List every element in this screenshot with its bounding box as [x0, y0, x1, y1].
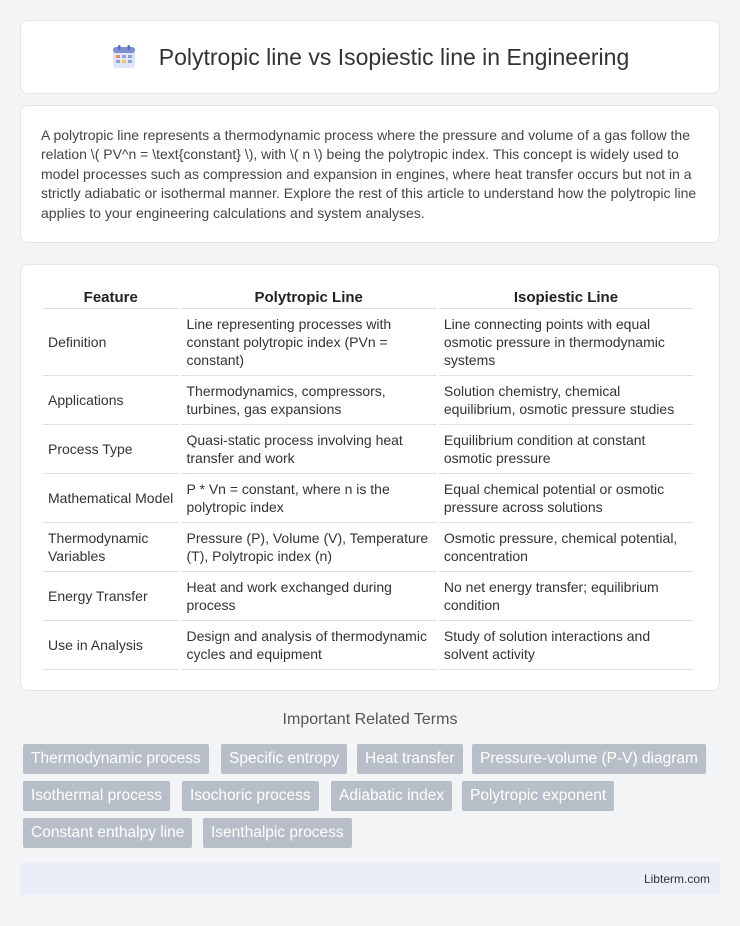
- table-cell: Equilibrium condition at constant osmotic pressure: [439, 425, 693, 474]
- header-card: [20, 20, 720, 94]
- table-row: [43, 376, 693, 425]
- table-row: [43, 309, 693, 376]
- table-cell: Design and analysis of thermodynamic cycles and equipment: [182, 621, 436, 670]
- intro-card: [20, 105, 720, 243]
- tag-heat-transfer[interactable]: Heat transfer: [357, 744, 463, 774]
- table-cell: Line representing processes with constant polytropic index (PVn = constant): [182, 309, 436, 376]
- table-header-polytropic: Polytropic Line: [182, 287, 436, 309]
- table-row: [43, 572, 693, 621]
- calendar-grid-icon: [111, 44, 137, 70]
- table-cell: Mathematical Model: [43, 474, 179, 523]
- table-cell: Pressure (P), Volume (V), Temperature (T), Polytropic index (n): [182, 523, 436, 572]
- table-row: [43, 474, 693, 523]
- table-cell: Solution chemistry, chemical equilibrium, osmotic pressure studies: [439, 376, 693, 425]
- table-row: [43, 523, 693, 572]
- tag-isochoric-process[interactable]: Isochoric process: [182, 781, 319, 811]
- table-row: [43, 621, 693, 670]
- footer: [20, 863, 720, 895]
- tag-thermodynamic-process[interactable]: Thermodynamic process: [23, 744, 209, 774]
- tag-isothermal-process[interactable]: Isothermal process: [23, 781, 170, 811]
- table-cell: Osmotic pressure, chemical potential, concentration: [439, 523, 693, 572]
- tag-pressure-volume-diagram[interactable]: Pressure-volume (P-V) diagram: [472, 744, 706, 774]
- table-cell: Study of solution interactions and solvent activity: [439, 621, 693, 670]
- table-cell: Heat and work exchanged during process: [182, 572, 436, 621]
- table-cell: Energy Transfer: [43, 572, 179, 621]
- table-header-isopiestic: Isopiestic Line: [439, 287, 693, 309]
- table-cell: Definition: [43, 309, 179, 376]
- related-terms-title: Important Related Terms: [282, 711, 458, 728]
- tag-constant-enthalpy-line[interactable]: Constant enthalpy line: [23, 818, 192, 848]
- table-row: [43, 425, 693, 474]
- footer-site-link[interactable]: Libterm.com: [643, 872, 710, 886]
- table-cell: Thermodynamic Variables: [43, 523, 179, 572]
- table-cell: Process Type: [43, 425, 179, 474]
- table-cell: Equal chemical potential or osmotic pressure across solutions: [439, 474, 693, 523]
- page-title: Polytropic line vs Isopiestic line in Engineering: [158, 43, 630, 70]
- table-cell: Thermodynamics, compressors, turbines, gas expansions: [182, 376, 436, 425]
- comparison-table: [40, 287, 696, 670]
- table-header-feature: Feature: [43, 287, 179, 309]
- table-cell: Line connecting points with equal osmotic pressure in thermodynamic systems: [439, 309, 693, 376]
- comparison-table-card: [20, 264, 720, 691]
- tag-isenthalpic-process[interactable]: Isenthalpic process: [203, 818, 352, 848]
- table-header-row: [43, 287, 693, 309]
- table-cell: Applications: [43, 376, 179, 425]
- tag-specific-entropy[interactable]: Specific entropy: [221, 744, 347, 774]
- table-cell: Use in Analysis: [43, 621, 179, 670]
- table-cell: No net energy transfer; equilibrium condition: [439, 572, 693, 621]
- intro-text: A polytropic line represents a thermodynamic process where the pressure and volume of a gas follow the relation \( PV^n = \text{constant} \), with \( n \) being the polytropic index. This concept is widely used to model processes such as compression and expansion in engines, where heat transfer occurs but not in a strictly adiabatic or isothermal manner. Explore the rest of this article to understand how the polytropic line applies to your engineering calculations and system analyses.: [41, 127, 697, 221]
- table-cell: P * Vn = constant, where n is the polytropic index: [182, 474, 436, 523]
- tag-adiabatic-index[interactable]: Adiabatic index: [331, 781, 452, 811]
- table-cell: Quasi-static process involving heat transfer and work: [182, 425, 436, 474]
- tag-polytropic-exponent[interactable]: Polytropic exponent: [462, 781, 614, 811]
